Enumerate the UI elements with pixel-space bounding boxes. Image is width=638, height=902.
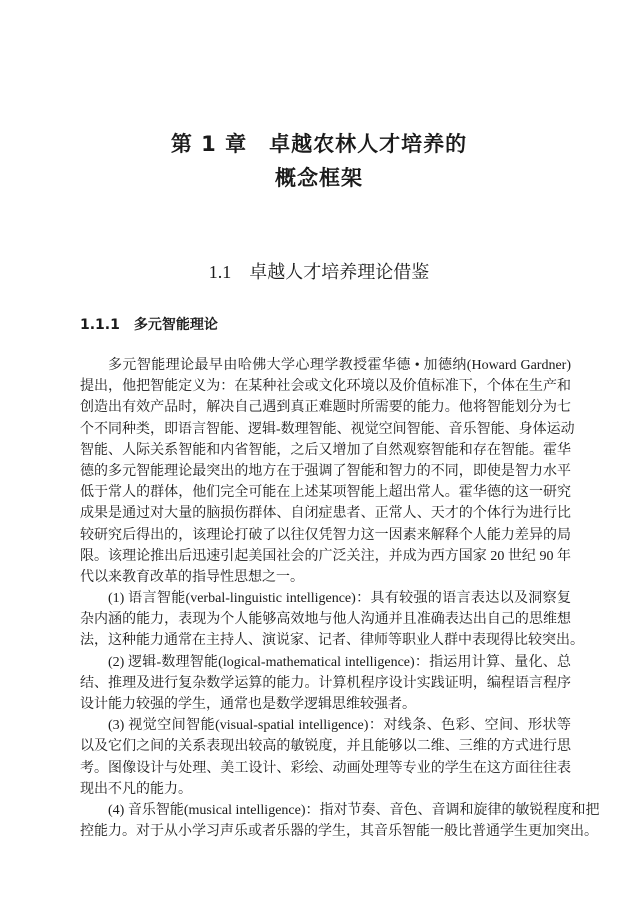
text-line: 提出，他把智能定义为：在某种社会或文化环境以及价值标准下，个体在生产和 xyxy=(80,379,571,395)
section-heading: 1.1 卓越人才培养理论借鉴 xyxy=(208,262,430,282)
text-line: 以及它们之间的关系表现出较高的敏锐度，并且能够以二维、三维的方式进行思 xyxy=(80,739,571,755)
text-line: 个不同种类，即语言智能、逻辑-数理智能、视觉空间智能、音乐智能、身体运动 xyxy=(80,421,575,437)
text-line: 现出不凡的能力。 xyxy=(80,781,192,797)
body-text xyxy=(80,355,600,842)
text-line: 杂内涵的能力，表现为个人能够高效地与他人沟通并且准确表达出自己的思维想 xyxy=(80,612,571,628)
text-line: 多元智能理论最早由哈佛大学心理学教授霍华德 • 加德纳(Howard Gardner) xyxy=(108,358,571,373)
text-line: 德的多元智能理论最突出的地方在于强调了智能和智力的不同，即使是智力水平 xyxy=(80,463,571,479)
text-line: 设计能力较强的学生，通常也是数学逻辑思维较强者。 xyxy=(80,697,416,712)
paragraph xyxy=(80,588,584,652)
text-line: 考。图像设计与处理、美工设计、彩绘、动画处理等专业的学生在这方面往往表 xyxy=(80,760,571,776)
text-line: (1) 语言智能(verbal-linguistic intelligence)：具有较强的语言表达以及洞察复 xyxy=(108,591,571,607)
text-line: (3) 视觉空间智能(visual-spatial intelligence)：对线条、色彩、空间、形状等 xyxy=(108,718,571,734)
text-line: 较研究后得出的，该理论打破了以往仅凭智力这一因素来解释个人能力差异的局 xyxy=(80,527,571,543)
text-line: 代以来教育改革的指导性思想之一。 xyxy=(80,569,304,585)
chapter-title-line-1: 第 1 章 卓越农林人才培养的 xyxy=(170,132,468,156)
paragraph xyxy=(80,652,571,716)
paragraph xyxy=(80,800,600,842)
text-line: 限。该理论推出后迅速引起美国社会的广泛关注，并成为西方国家 20 世纪 90 年 xyxy=(80,548,571,564)
text-line: 法，这种能力通常在主持人、演说家、记者、律师等职业人群中表现得比较突出。 xyxy=(80,633,584,649)
text-line: 成果是通过对大量的脑损伤群体、自闭症患者、正常人、天才的个体行为进行比 xyxy=(80,506,571,522)
text-line: 创造出有效产品时，解决自己遇到真正难题时所需要的能力。他将智能划分为七 xyxy=(80,400,571,416)
text-line: 结、推理及进行复杂数学运算的能力。计算机程序设计实践证明，编程语言程序 xyxy=(80,675,571,691)
text-line: 低于常人的群体，他们完全可能在上述某项智能上超出常人。霍华德的这一研究 xyxy=(80,485,571,501)
subsection-heading: 1.1.1 多元智能理论 xyxy=(80,317,218,333)
chapter-title-line-2: 概念框架 xyxy=(275,166,363,190)
text-line: 控能力。对于从小学习声乐或者乐器的学生，其音乐智能一般比普通学生更加突出。 xyxy=(80,824,598,840)
text-line: 智能、人际关系智能和内省智能，之后又增加了自然观察智能和存在智能。霍华 xyxy=(80,442,571,458)
paragraph xyxy=(80,715,571,800)
paragraph xyxy=(80,355,575,588)
text-line: (2) 逻辑-数理智能(logical-mathematical intelligence)：指运用计算、量化、总 xyxy=(108,654,571,670)
text-line: (4) 音乐智能(musical intelligence)：指对节奏、音色、音调和旋律的敏锐程度和把 xyxy=(108,802,600,818)
